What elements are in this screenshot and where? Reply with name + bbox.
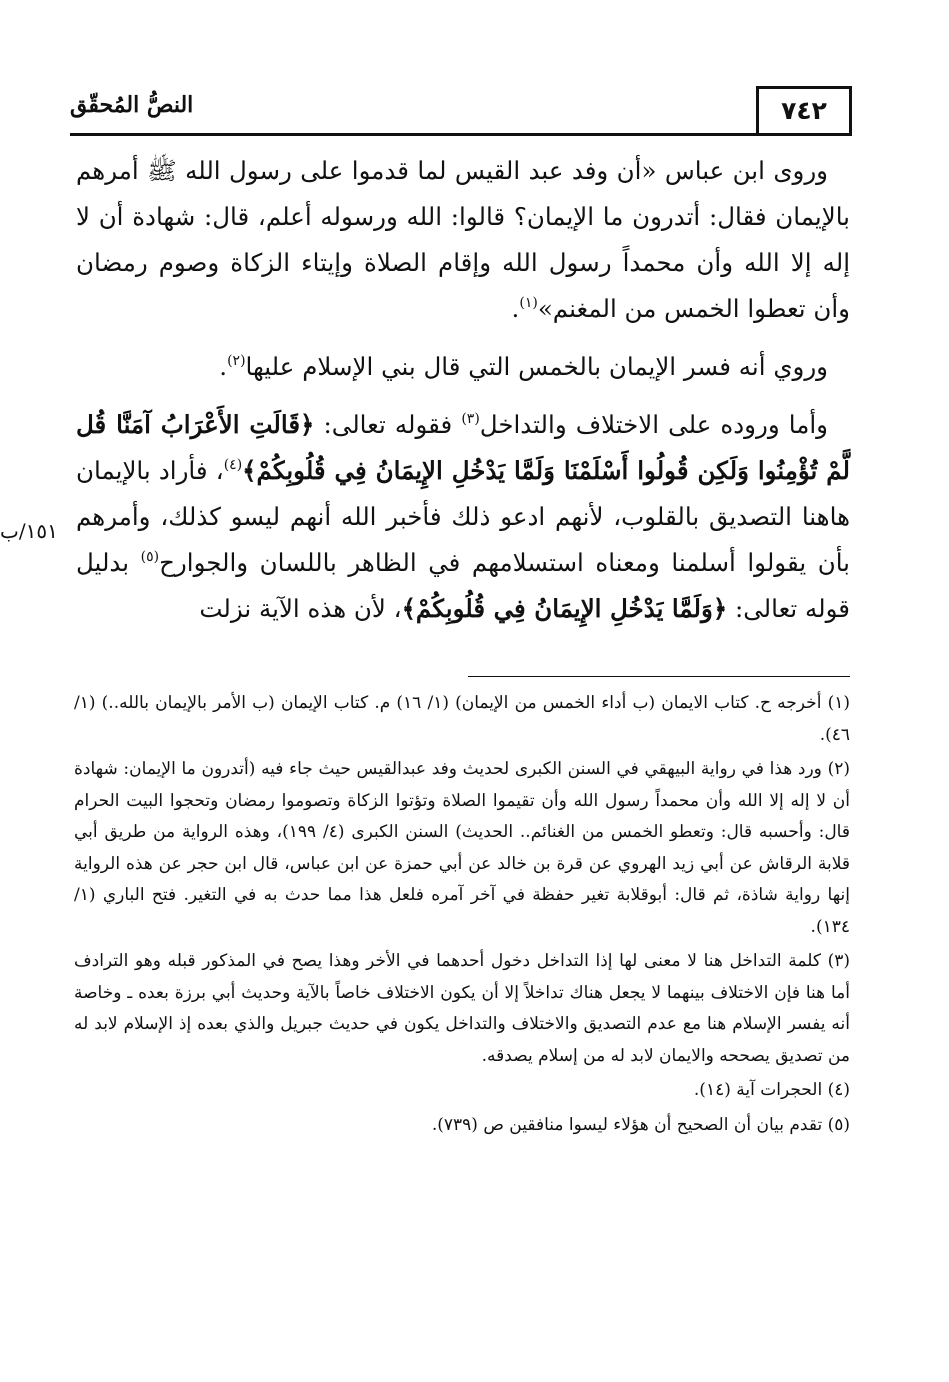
- footnote-3: (٣) كلمة التداخل هنا لا معنى لها إذا التداخل دخول أحدهما في الأخر وهذا يصح في المذكور قبله وهو الترادف أما هنا فإن الاختلاف بينهما لا يجعل هناك تداخلاً إلا أن يكون الاختلاف خاصاً بالآية وحديث أبي برزة بعده ـ وخاصة أنه يفسر الإسلام هنا مع عدم التصديق والاختلاف والتداخل يكون في حديث جبريل والذي بعده إذ الإسلام لابد له من تصديق يصححه والايمان لابد له من إسلام يصدقه.: [74, 951, 850, 1066]
- paragraph-3-text-b: فقوله تعالى:: [314, 410, 462, 439]
- paragraph-3-text-c: ، فأراد بالإيمان هاهنا التصديق بالقلوب، لأنهم ادعو ذلك فأخبر الله أنهم ليسو كذلك، وأمرهم بأن يقولوا أسلمنا ومعناه استسلامهم في الظاهر باللسان والجوارح: [76, 456, 850, 577]
- footnote-ref-4: (٤): [223, 457, 243, 473]
- quran-verse-2: ﴿وَلَمَّا يَدْخُلِ الإِيمَانُ فِي قُلُوبِكُمْ﴾: [401, 594, 728, 623]
- footnote-ref-5: (٥): [140, 549, 160, 565]
- page-number: ٧٤٢: [756, 86, 852, 133]
- page-header: [70, 86, 852, 136]
- quran-verse-1: ﴿قَالَتِ الأَعْرَابُ آمَنَّا قُل لَّمْ تُؤْمِنُوا وَلَكِن قُولُوا أَسْلَمْنَا وَلَمَّا يَدْخُلِ الإِيمَانُ فِي قُلُوبِكُمْ﴾: [76, 410, 850, 485]
- header-rule: [70, 133, 852, 136]
- footnote-ref-3: (٣): [461, 411, 480, 427]
- paragraph-2-text: وروي أنه فسر الإيمان بالخمس التي قال بني الإسلام عليها: [245, 352, 828, 381]
- footnote-2: (٢) ورد هذا في رواية البيهقي في السنن الكبرى لحديث وفد عبدالقيس حيث جاء فيه (أتدرون ما الإيمان: شهادة أن لا إله إلا الله وأن محمداً رسول الله وأن تقيموا الصلاة وتؤتوا الزكاة وتصوموا رمضان وتحجوا البيت الحرام قال: وأحسبه قال: وتعطو الخمس من الغنائم.. الحديث) السنن الكبرى (٤/ ١٩٩)، وهذه الرواية من طريق أبي قلابة الرقاش عن أبي زيد الهروي عن قرة بن خالد عن أبي حمزة عن ابن عباس، قال ابن حجر عن هذه الرواية إنها رواية شاذة، ثم قال: أبوقلابة تغير حفظة في آخر آمره فلعل هذا مما حدث به في التغير. فتح الباري (١/ ١٣٤).: [74, 759, 850, 937]
- main-text: [76, 148, 850, 632]
- paragraph-3-text-d: بدليل قوله تعالى:: [76, 548, 850, 623]
- footnotes: [74, 688, 850, 1141]
- footnote-ref-2: (٢): [227, 353, 246, 369]
- footnote-ref-1: (١): [519, 295, 538, 311]
- paragraph-2-end: .: [219, 352, 228, 381]
- paragraph-3: [76, 402, 850, 632]
- footnote-4: (٤) الحجرات آية (١٤).: [693, 1080, 850, 1100]
- paragraph-3-text-e: ، لأن هذه الآية نزلت: [199, 594, 402, 623]
- manuscript-folio-note: ١٥١/ب: [0, 519, 58, 543]
- paragraph-1-end: .: [511, 294, 520, 323]
- paragraph-2: [76, 344, 850, 390]
- paragraph-1-text: وروى ابن عباس «أن وفد عبد القيس لما قدموا على رسول الله ﷺ أمرهم بالإيمان فقال: أتدرون ما الإيمان؟ قالوا: الله ورسوله أعلم، قال: شهادة أن لا إله إلا الله وأن محمداً رسول الله وإقام الصلاة وإيتاء الزكاة وصوم رمضان وأن تعطوا الخمس من المغنم»: [76, 156, 850, 323]
- paragraph-3-text-a: وأما وروده على الاختلاف والتداخل: [479, 410, 828, 439]
- footnote-1: (١) أخرجه ح. كتاب الايمان (ب أداء الخمس من الإيمان) (١/ ١٦) م. كتاب الإيمان (ب الأمر بالإيمان بالله..) (١/ ٤٦).: [74, 693, 850, 745]
- paragraph-1: [76, 148, 850, 332]
- footnote-5: (٥) تقدم بيان أن الصحيح أن هؤلاء ليسوا منافقين ص (٧٣٩).: [431, 1114, 850, 1135]
- footnote-separator: [468, 676, 850, 677]
- running-title: النصُّ المُحقّق: [70, 92, 194, 118]
